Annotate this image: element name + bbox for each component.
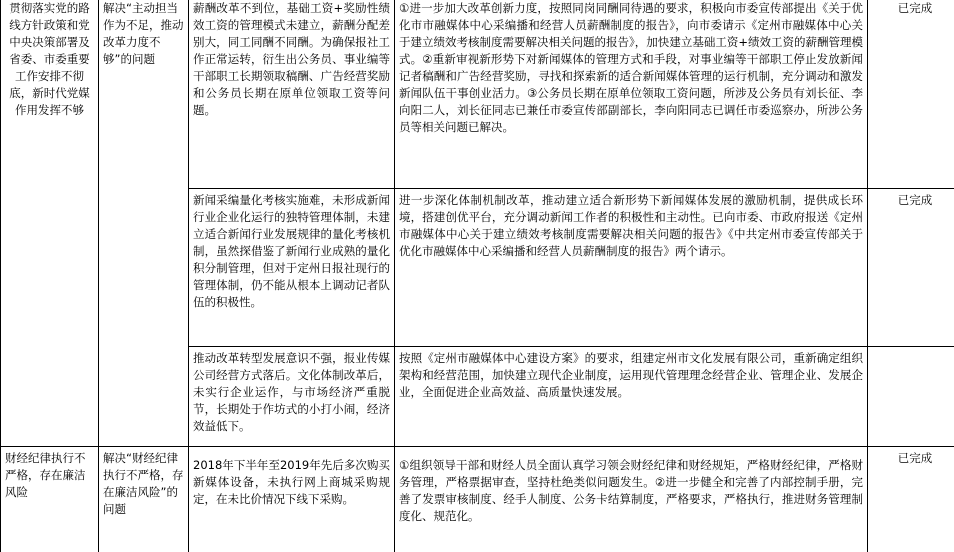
problem-text: 薪酬改革不到位，基础工资+奖励性绩效工资的管理模式未建立，薪酬分配差别大，同工同酬不同酬。为确保报社工作正常运转，衍生出公务员、事业编等干部职工长期领取稿酬、广告经营奖励和公务员长期在原单位领取工资等问题。: [193, 1, 390, 117]
table-row: [1, 0, 954, 189]
status-cell: [868, 347, 954, 447]
measure-cell: [395, 347, 868, 447]
status-cell: [868, 0, 954, 189]
measure-text: ①组织领导干部和财经人员全面认真学习领会财经纪律和财经规矩，严格财经纪律，严格财务管理，严格票据审查，坚持杜绝类似问题发生。②进一步健全和完善了内部控制手册，完善了发票审核制度、经手人制度、公务卡结算制度，严格要求，严格执行，推进财务管理制度化、规范化。: [399, 458, 863, 523]
status-text: 已完成: [897, 193, 933, 207]
problem-text: 2018年下半年至2019年先后多次购买新媒体设备，未执行网上商城采购规定，在未比价情况下线下采购。: [193, 458, 390, 506]
problem-cell: [189, 0, 395, 189]
problem-text: 推动改革转型发展意识不强，报业传媒公司经营方式落后。文化体制改革后，未实行企业运作，与市场经济严重脱节，长期处于作坊式的小打小闹，经济效益低下。: [193, 351, 390, 433]
category-cell: [1, 0, 99, 447]
measure-text: ①进一步加大改革创新力度，按照同岗同酬同待遇的要求，积极向市委宣传部提出《关于优化市市融媒体中心采编播和经营人员薪酬制度的报告》，向市委请示《定州市融媒体中心关于建立绩效考核制度需要解决相关问题的报告》，加快建立基础工资+绩效工资的薪酬管理模式。②重新审视新形势下对新闻媒体的管理方式和手段，对事业编等干部职工停止发放新闻记者稿酬和广告经营奖励，寻找和探索新的适合新闻媒体管理的运行机制，充分调动和激发新闻队伍干事创业活力。③公务员长期在原单位领取工资问题，所涉及公务员有刘长征、李向阳二人，刘长征同志已兼任市委宣传部副部长，李向阳同志已调任市委巡察办，所涉公务员等相关问题已解决。: [399, 1, 863, 134]
status-cell: [868, 447, 954, 552]
problem-text: 新闻采编量化考核实施难，未形成新闻行业企业化运行的独特管理体制，未建立适合新闻行业发展规律的量化考核机制，虽然探借鉴了新闻行业成熟的量化积分制管理，但对于定州日报社现行的管理体制，仍不能从根本上调动记者队伍的积极性。: [193, 193, 390, 309]
issue-text: 解决“主动担当作为不足，推动改革力度不够”的问题: [103, 1, 184, 66]
table-row: [1, 447, 954, 552]
category-text: 财经纪律执行不严格，存在廉洁风险: [5, 451, 86, 499]
status-text: 已完成: [897, 451, 933, 465]
measure-cell: [395, 447, 868, 552]
problem-cell: [189, 447, 395, 552]
status-text: 已完成: [897, 1, 933, 15]
issue-cell: [99, 0, 189, 447]
issue-text: 解决“财经纪律执行不严格，存在廉洁风险”的问题: [103, 451, 184, 516]
measure-text: 按照《定州市融媒体中心建设方案》的要求，组建定州市文化发展有限公司，重新确定组织架构和经营范围，加快建立现代企业制度，运用现代管理理念经营企业、管理企业、发展企业，全面促进企业高效益、高质量快速发展。: [399, 351, 863, 399]
measure-cell: [395, 189, 868, 347]
measure-cell: [395, 0, 868, 189]
measure-text: 进一步深化体制机制改革，推动建立适合新形势下新闻媒体发展的激励机制，提供成长环境，搭建创优平台，充分调动新闻工作者的积极性和主动性。已向市委、市政府报送《定州市融媒体中心关于建立绩效考核制度需要解决相关问题的报告》《中共定州市委宣传部关于优化市融媒体中心采编播和经营人员薪酬制度的报告》两个请示。: [399, 193, 863, 258]
status-cell: [868, 189, 954, 347]
problem-cell: [189, 189, 395, 347]
problem-cell: [189, 347, 395, 447]
issue-cell: [99, 447, 189, 552]
category-text: 贯彻落实党的路线方针政策和党中央决策部署及省委、市委重要工作安排不彻底，新时代党媒作用发挥不够: [9, 1, 90, 117]
category-cell: [1, 447, 99, 552]
